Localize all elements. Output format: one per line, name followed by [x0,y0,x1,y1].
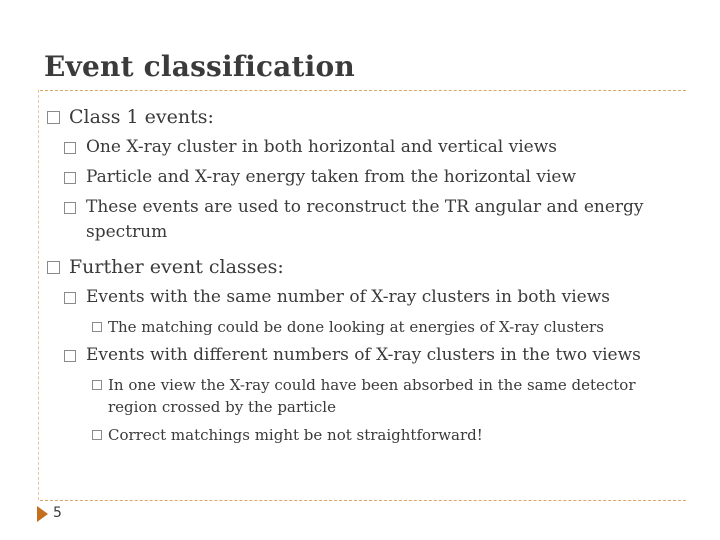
page-number: 5 [53,505,62,521]
bullet-text: Particle and X-ray energy taken from the horizontal view [86,167,577,187]
square-bullet-icon [64,142,76,154]
arrow-right-icon [37,506,48,522]
square-bullet-icon [64,350,76,362]
square-bullet-icon [92,380,102,390]
title-divider [40,90,686,91]
bullet-text: These events are used to reconstruct the TR angular and energy [86,197,644,217]
bullet-text: One X-ray cluster in both horizontal and vertical views [86,137,558,157]
bullet-text: Class 1 events: [69,106,214,128]
square-bullet-icon [92,322,102,332]
bullet-text: Correct matchings might be not straightforward! [108,426,483,444]
bullet-text-continuation: region crossed by the particle [108,398,336,416]
footer-divider [40,500,686,501]
square-bullet-icon [47,111,60,124]
bullet-text: Events with the same number of X-ray clusters in both views [86,287,611,307]
square-bullet-icon [64,202,76,214]
bullet-text: The matching could be done looking at energies of X-ray clusters [108,318,604,336]
square-bullet-icon [47,261,60,274]
square-bullet-icon [64,292,76,304]
square-bullet-icon [64,172,76,184]
bullet-text-continuation: spectrum [86,222,168,242]
bullet-text: In one view the X-ray could have been absorbed in the same detector [108,376,636,394]
slide-title: Event classification [44,50,355,83]
left-divider [38,90,39,500]
square-bullet-icon [92,430,102,440]
bullet-text: Events with different numbers of X-ray clusters in the two views [86,345,641,365]
bullet-text: Further event classes: [69,256,284,278]
